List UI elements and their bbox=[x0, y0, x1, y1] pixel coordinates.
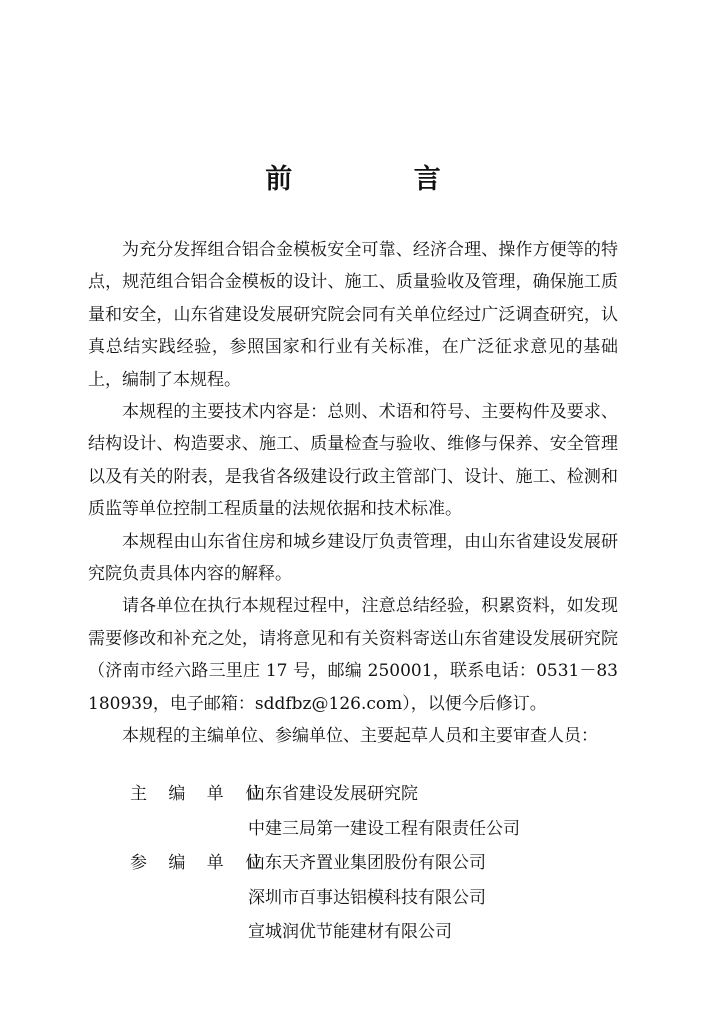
list-item bbox=[130, 777, 630, 812]
paragraph-units-intro: 本规程的主编单位、参编单位、主要起草人员和主要审查人员： bbox=[122, 726, 598, 747]
unit-name: 深圳市百事达铝模科技有限公司 bbox=[248, 887, 486, 908]
list-item bbox=[130, 881, 630, 916]
unit-name: 宣城润优节能建材有限公司 bbox=[248, 922, 452, 942]
unit-label-empty bbox=[130, 881, 248, 916]
list-item bbox=[130, 846, 630, 881]
unit-label-chief: 主 编 单 位： bbox=[130, 784, 296, 804]
unit-name: 山东省建设发展研究院 bbox=[248, 784, 418, 804]
foreword-body bbox=[88, 234, 618, 753]
units-list bbox=[130, 777, 630, 950]
paragraph-management: 本规程由山东省住房和城乡建设厅负责管理，由山东省建设发展研究院负责具体内容的解释。 bbox=[88, 531, 618, 585]
paragraph-purpose: 为充分发挥组合铝合金模板安全可靠、经济合理、操作方便等的特点，规范组合铝合金模板的设计、施工、质量验收及管理，确保施工质量和安全，山东省建设发展研究院会同有关单位经过广泛调查研究，认真总结实践经验，参照国家和行业有关标准，在广泛征求意见的基础上，编制了本规程。 bbox=[88, 240, 618, 390]
paragraph-technical-content: 本规程的主要技术内容是：总则、术语和符号、主要构件及要求、结构设计、构造要求、施工、质量检查与验收、维修与保养、安全管理以及有关的附表，是我省各级建设行政主管部门、设计、施工、检测和质监等单位控制工程质量的法规依据和技术标准。 bbox=[88, 402, 618, 520]
list-item bbox=[130, 812, 630, 847]
list-item bbox=[130, 915, 630, 950]
unit-label-participating: 参 编 单 位： bbox=[130, 853, 296, 873]
unit-name: 山东天齐置业集团股份有限公司 bbox=[248, 853, 486, 873]
page-title: 前 言 bbox=[265, 164, 497, 195]
unit-label-empty bbox=[130, 812, 248, 847]
paragraph-feedback: 请各单位在执行本规程过程中，注意总结经验，积累资料，如发现需要修改和补充之处，请将意见和有关资料寄送山东省建设发展研究院（济南市经六路三里庄 17 号，邮编 250001，联系电话：0531－83180939，电子邮箱：sddfbz@126.com），以便今后修订。 bbox=[88, 596, 618, 714]
unit-name: 中建三局第一建设工程有限责任公司 bbox=[248, 818, 520, 839]
unit-label-empty bbox=[130, 915, 248, 950]
